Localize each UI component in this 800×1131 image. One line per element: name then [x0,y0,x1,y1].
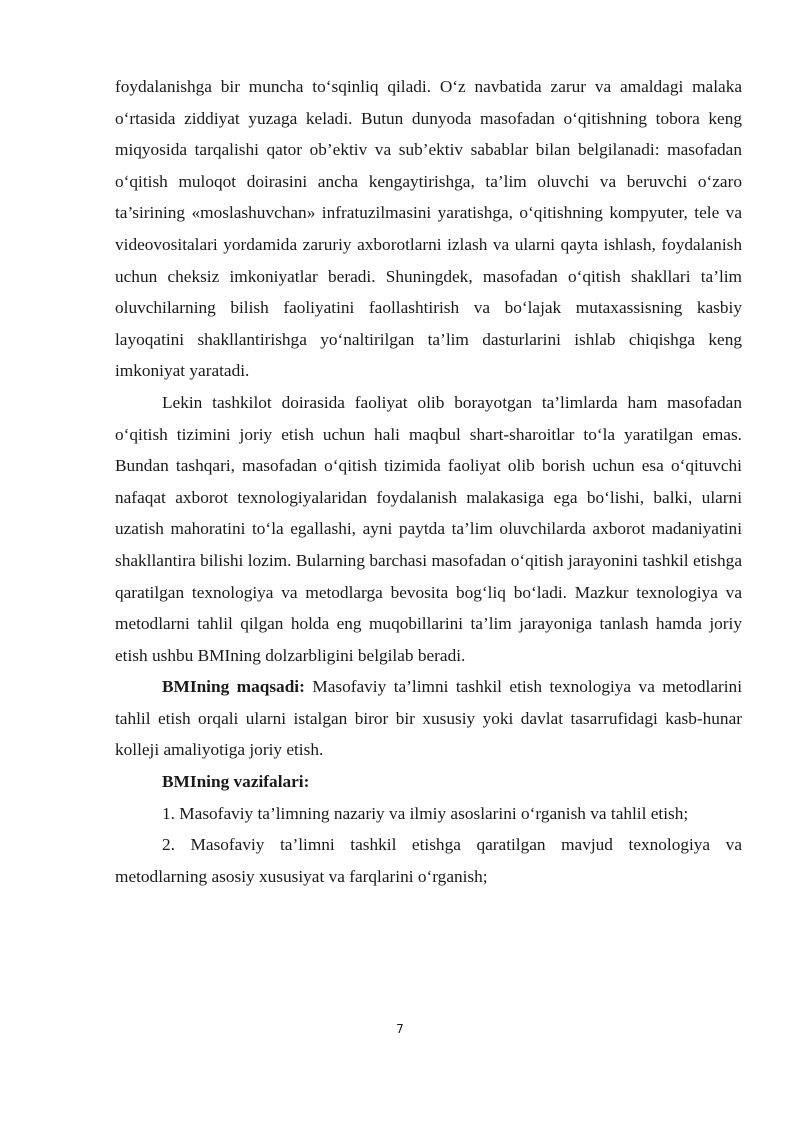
paragraph-tasks-heading [115,766,742,798]
paragraph-implementation-issues: Lekin tashkilot doirasida faoliyat olib borayotgan ta’limlarda ham masofadan o‘qitish tizimini joriy etish uchun hali maqbul shart-sharoitlar to‘la yaratilgan emas. Bundan tashqari, masofadan o‘qitish tizimida faoliyat olib borish uchun esa o‘qituvchi nafaqat axborot texnologiyalaridan foydalanish malakasiga ega bo‘lishi, balki, ularni uzatish mahoratini to‘la egallashi, ayni paytda ta’lim oluvchilarda axborot madaniyatini shakllantira bilishi lozim. Bularning barchasi masofadan o‘qitish jarayonini tashkil etishga qaratilgan texnologiya va metodlarga bevosita bog‘liq bo‘ladi. Mazkur texnologiya va metodlarni tahlil qilgan holda eng muqobillarini ta’lim jarayoniga tanlash hamda joriy etish ushbu BMIning dolzarbligini belgilab beradi. [115,392,742,665]
paragraph-intro-continuation: foydalanishga bir muncha to‘sqinliq qiladi. O‘z navbatida zarur va amaldagi malaka o‘rtasida ziddiyat yuzaga keladi. Butun dunyoda masofadan o‘qitishning tobora keng miqyosida tarqalishi qator ob’ektiv va sub’ektiv sabablar bilan belgilanadi: masofadan o‘qitish muloqot doirasini ancha kengaytirishga, ta’lim oluvchi va beruvchi o‘zaro ta’sirining «moslashuvchan» infratuzilmasini yaratishga, o‘qitishning kompyuter, tele va videovositalari yordamida zaruriy axborotlarni izlash va ularni qayta ishlash, foydalanish uchun cheksiz imkoniyatlar beradi. Shuningdek, masofadan o‘qitish shakllari ta’lim oluvchilarning bilish faoliyatini faollashtirish va bo‘lajak mutaxassisning kasbiy layoqatini shakllantirishga yo‘naltirilgan ta’lim dasturlarini ishlab chiqishga keng imkoniyat yaratadi. [115,77,742,381]
goal-heading: BMIning maqsadi: [162,677,305,697]
task-item-1: 1. Masofaviy ta’limning nazariy va ilmiy asoslarini o‘rganish va tahlil etish; [162,803,689,823]
page-number: 7 [396,1022,404,1036]
tasks-heading: BMIning vazifalari: [162,772,310,792]
task-item-2: 2. Masofaviy ta’limni tashkil etishga qaratilgan mavjud texnologiya va metodlarning asosiy xususiyat va farqlarini o‘rganish; [115,835,742,886]
goal-text: Masofaviy ta’limni tashkil etish texnologiya va metodlarini tahlil etish orqali ularni istalgan biror bir xususiy yoki davlat tasarrufidagi kasb-hunar kolleji amaliyotiga joriy etish. [115,677,742,760]
paragraph-goal [115,671,742,766]
document-body [115,71,742,892]
